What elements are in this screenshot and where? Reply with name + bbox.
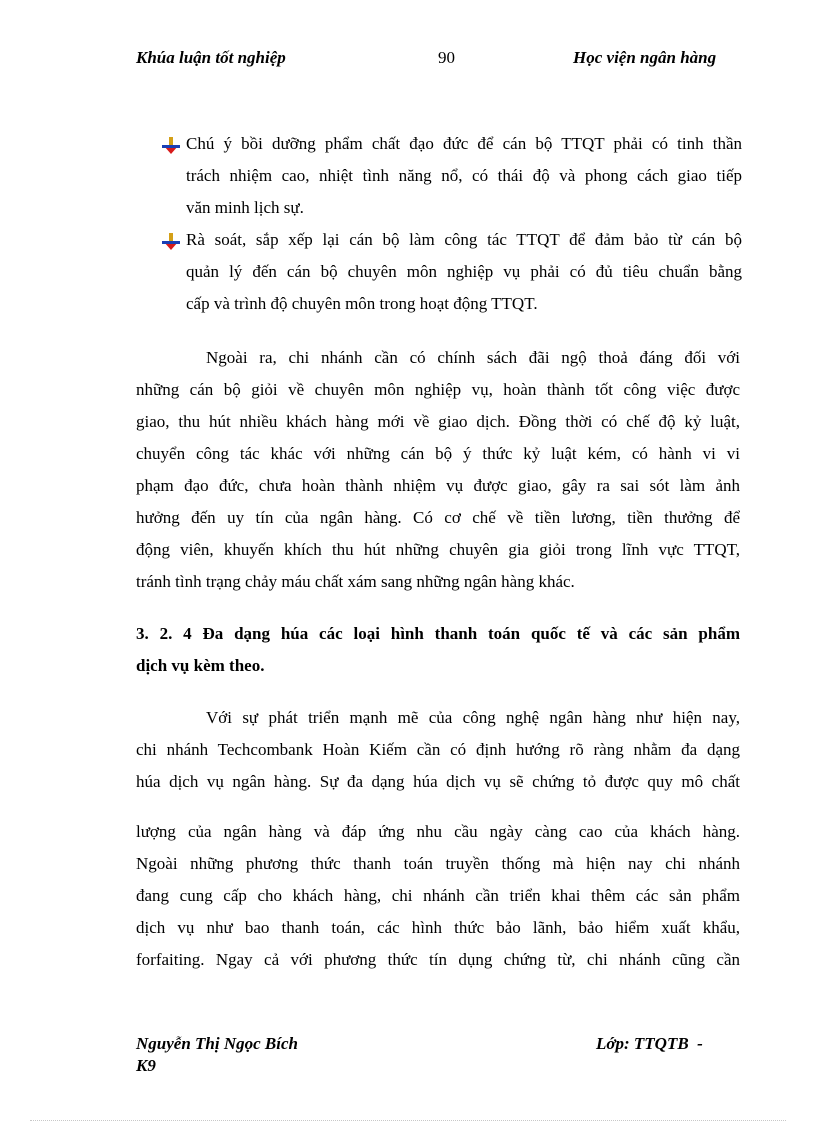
paragraph-line: đang cung cấp cho khách hàng, chi nhánh cần triển khai thêm các sản phẩm — [136, 886, 740, 905]
paragraph-line: Ngoài ra, chi nhánh cần có chính sách đãi ngộ thoả đáng đối với — [206, 348, 740, 367]
bullet-line: Chú ý bồi dưỡng phẩm chất đạo đức để cán bộ TTQT phải có tinh thần — [186, 134, 742, 153]
paragraph-line: phạm đạo đức, chưa hoàn thành nhiệm vụ được giao, gây ra sai sót làm ảnh — [136, 476, 740, 495]
paragraph-line: Với sự phát triển mạnh mẽ của công nghệ ngân hàng như hiện nay, — [206, 708, 740, 727]
paragraph-line: húa dịch vụ ngân hàng. Sự đa dạng húa dịch vụ sẽ chứng tỏ được quy mô chất — [136, 772, 740, 791]
page-bottom-divider — [30, 1120, 786, 1121]
paragraph-line: động viên, khuyến khích thu hút những chuyên gia giỏi trong lĩnh vực TTQT, — [136, 540, 740, 559]
footer-author: Nguyễn Thị Ngọc Bích — [136, 1034, 298, 1053]
bullet-line: trách nhiệm cao, nhiệt tình năng nổ, có thái độ và phong cách giao tiếp — [186, 166, 742, 185]
paragraph-line: dịch vụ như bao thanh toán, các hình thức bảo lãnh, bảo hiểm xuất khẩu, — [136, 918, 740, 937]
footer-class-suffix: K9 — [136, 1056, 156, 1075]
header-right-title: Học viện ngân hàng — [573, 48, 717, 67]
bullet-line: Rà soát, sắp xếp lại cán bộ làm công tác TTQT để đảm bảo từ cán bộ — [186, 230, 742, 249]
bullet-line: quản lý đến cán bộ chuyên môn nghiệp vụ phải có đủ tiêu chuẩn bằng — [186, 262, 742, 281]
bullet-line: văn minh lịch sự. — [186, 198, 304, 217]
paragraph-line: những cán bộ giỏi về chuyên môn nghiệp vụ, hoàn thành tốt công việc được — [136, 380, 740, 399]
paragraph-line: giao, thu hút nhiều khách hàng mới về giao dịch. Đồng thời có chế độ kỷ luật, — [136, 412, 740, 431]
paragraph-line: Ngoài những phương thức thanh toán truyền thống mà hiện nay chi nhánh — [136, 854, 740, 873]
header-left-title: Khúa luận tốt nghiệp — [136, 48, 286, 67]
page-number: 90 — [438, 48, 455, 67]
paragraph-line: lượng của ngân hàng và đáp ứng nhu cầu ngày càng cao của khách hàng. — [136, 822, 740, 841]
footer-class: Lớp: TTQTB - — [596, 1034, 703, 1053]
paragraph-line: forfaiting. Ngay cả với phương thức tín dụng chứng từ, chi nhánh cũng cần — [136, 950, 740, 969]
paragraph-line: tránh tình trạng chảy máu chất xám sang những ngân hàng khác. — [136, 572, 575, 591]
paragraph-line: hưởng đến uy tín của ngân hàng. Có cơ chế về tiền lương, tiền thưởng để — [136, 508, 740, 527]
bullet-line: cấp và trình độ chuyên môn trong hoạt động TTQT. — [186, 294, 538, 313]
paragraph-line: chi nhánh Techcombank Hoàn Kiếm cần có định hướng rõ ràng nhằm đa dạng — [136, 740, 740, 759]
bullet-arrow-icon — [162, 137, 180, 155]
paragraph-line: chuyển công tác khác với những cán bộ ý thức kỷ luật kém, có hành vi vi — [136, 444, 740, 463]
section-heading: dịch vụ kèm theo. — [136, 656, 265, 675]
section-heading: 3. 2. 4 Đa dạng húa các loại hình thanh toán quốc tế và các sản phẩm — [136, 624, 740, 643]
bullet-arrow-icon — [162, 233, 180, 251]
